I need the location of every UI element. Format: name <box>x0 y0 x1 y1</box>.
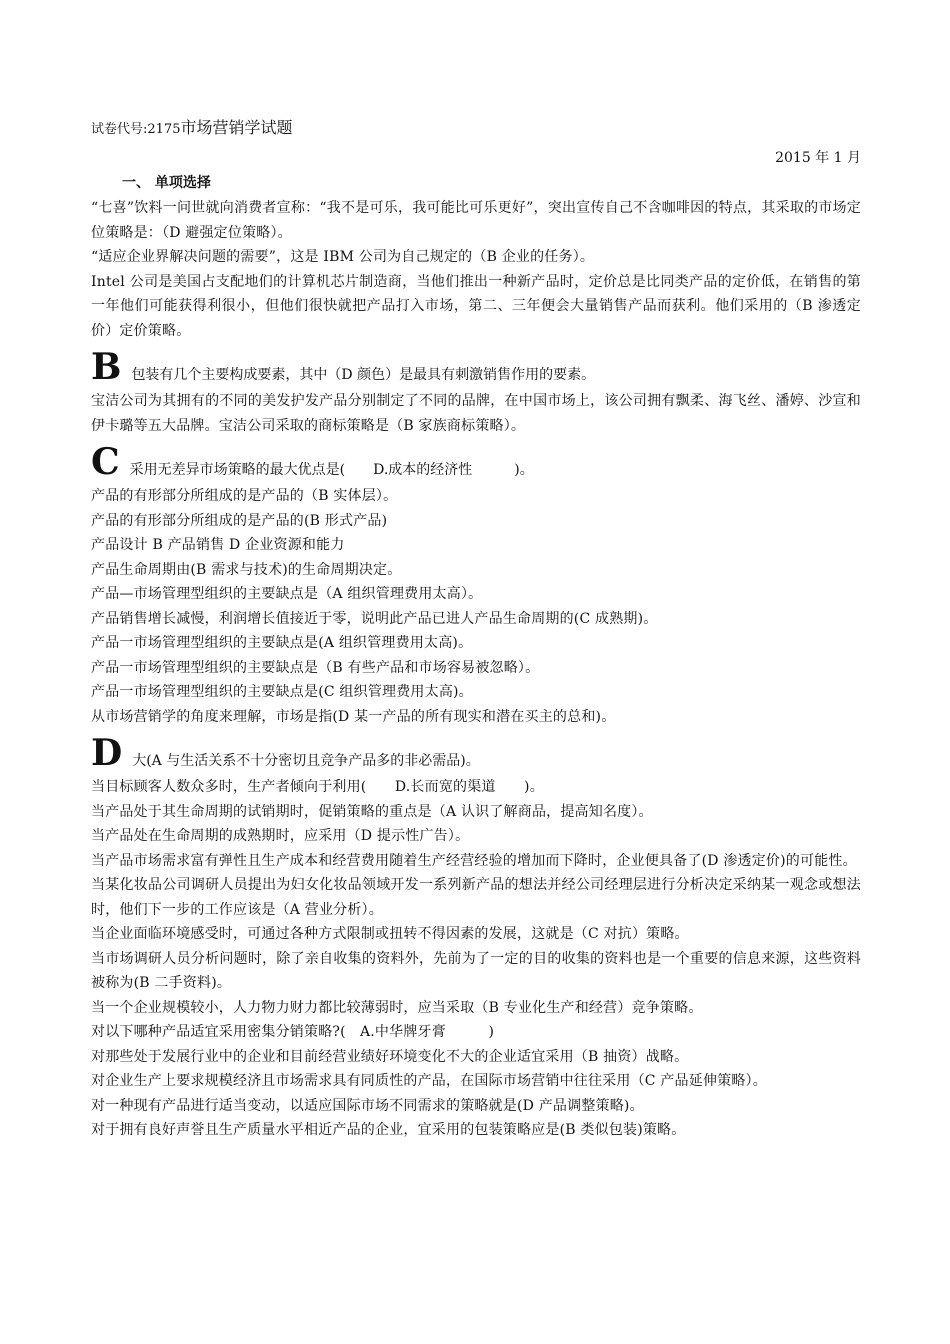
group-letter: D <box>91 732 123 774</box>
section-heading: 一、 单项选择 <box>122 175 211 191</box>
question-line: 当企业面临环境感受时，可通过各种方式限制或扭转不得因素的发展，这就是（C 对抗）策略。 <box>91 926 689 942</box>
question-line: 当产品处在生命周期的成熟期时，应采用（D 提示性广告）。 <box>91 828 470 844</box>
question-line: Intel 公司是美国占支配地们的计算机芯片制造商，当他们推出一种新产品时，定价总是比同类产品的定价低，在销售的第一年他们可能获得利很小，但他们很快就把产品打入市场，第二、三年便会大量销售产品而获利。他们采用的（B 渗透定价）定价策略。 <box>91 273 861 339</box>
question-line: 当目标顾客人数众多时，生产者倾向于利用( D.长而宽的渠道 )。 <box>91 779 544 795</box>
question-line: 产品的有形部分所组成的是产品的（B 实体层）。 <box>91 488 398 504</box>
question-line: 当产品处于其生命周期的试销期时，促销策略的重点是（A 认识了解商品，提高知名度）。 <box>91 803 653 820</box>
question-line: 产品—市场管理型组织的主要缺点是（A 组织管理费用太高）。 <box>91 586 483 602</box>
question-line: 对那些处于发展行业中的企业和目前经营业绩好环境变化不大的企业适宜采用（B 抽资）战略。 <box>91 1048 689 1065</box>
question-line: 产品的有形部分所组成的是产品的(B 形式产品) <box>91 512 388 529</box>
question-line: 当产品市场需求富有弹性且生产成本和经营费用随着生产经营经验的增加而下降时，企业便具备了(D 渗透定价)的可能性。 <box>91 852 857 869</box>
letter-group-c <box>91 442 861 482</box>
exam-code: 试卷代号:2175 <box>91 122 181 137</box>
question-line: 对于拥有良好声誉且生产质量水平相近产品的企业，宜采用的包装策略应是(B 类似包装)策略。 <box>91 1122 686 1138</box>
question-line: 当一个企业规模较小，人力物力财力都比较薄弱时，应当采取（B 专业化生产和经营）竞争策略。 <box>91 999 703 1016</box>
question-line: 产品一市场管理型组织的主要缺点是(C 组织管理费用太高)。 <box>91 684 473 700</box>
question-line: “七喜”饮料一问世就向消费者宣称：“我不是可乐，我可能比可乐更好”，突出宣传自己不含咖啡因的特点，其采取的市场定位策略是：（D 避强定位策略）。 <box>91 200 861 241</box>
question-line: 当市场调研人员分析问题时，除了亲自收集的资料外，先前为了一定的目的收集的资料也是一个重要的信息来源，这些资料被称为(B 二手资料)。 <box>91 950 861 991</box>
question-line: 产品生命周期由(B 需求与技术)的生命周期决定。 <box>91 561 402 578</box>
group-letter: B <box>91 346 122 388</box>
exam-title-text: 市场营销学试题 <box>180 118 293 137</box>
question-line: 产品销售增长减慢，利润增长值接近于零，说明此产品已进人产品生命周期的(C 成熟期)。 <box>91 610 658 627</box>
exam-date: 2015 年 1 月 <box>775 150 861 166</box>
question-line: 产品一市场管理型组织的主要缺点是(A 组织管理费用太高)。 <box>91 635 473 651</box>
document-page <box>91 116 861 1143</box>
question-line: 对以下哪种产品适宜采用密集分销策略?( A.中华牌牙膏 ) <box>91 1024 495 1040</box>
question-line: 当某化妆品公司调研人员提出为妇女化妆品领域开发一系列新产品的想法并经公司经理层进行分析决定采纳某一观念或想法时，他们下一步的工作应该是（A 营业分析）。 <box>91 877 861 918</box>
exam-title <box>91 116 861 142</box>
question-line: 产品设计 B 产品销售 D 企业资源和能力 <box>91 537 345 553</box>
letter-group-d <box>91 733 861 773</box>
question-line: 产品一市场管理型组织的主要缺点是（B 有些产品和市场容易被忽略）。 <box>91 659 540 676</box>
question-line: 对企业生产上要求规模经济且市场需求具有同质性的产品，在国际市场营销中往往采用（C 产品延伸策略）。 <box>91 1073 767 1089</box>
question-line: 从市场营销学的角度来理解，市场是指(D 某一产品的所有现实和潜在买主的总和)。 <box>91 708 616 725</box>
question-line: 对一种现有产品进行适当变动，以适应国际市场不同需求的策略就是(D 产品调整策略)。 <box>91 1097 644 1114</box>
question-line: 大(A 与生活关系不十分密切且竞争产品多的非必需品)。 <box>132 753 480 769</box>
question-line: 包装有几个主要构成要素，其中（D 颜色）是最具有刺激销售作用的要素。 <box>131 367 596 383</box>
question-line: 宝洁公司为其拥有的不同的美发护发产品分别制定了不同的品牌，在中国市场上，该公司拥有飘柔、海飞丝、潘婷、沙宣和伊卡璐等五大品牌。宝洁公司采取的商标策略是（B 家族商标策略）。 <box>91 393 861 434</box>
letter-group-b <box>91 347 861 387</box>
group-letter: C <box>91 441 120 483</box>
question-line: “适应企业界解决问题的需要”，这是 IBM 公司为自己规定的（B 企业的任务）。 <box>91 249 595 265</box>
question-line: 采用无差异市场策略的最大优点是( D.成本的经济性 )。 <box>129 462 534 478</box>
